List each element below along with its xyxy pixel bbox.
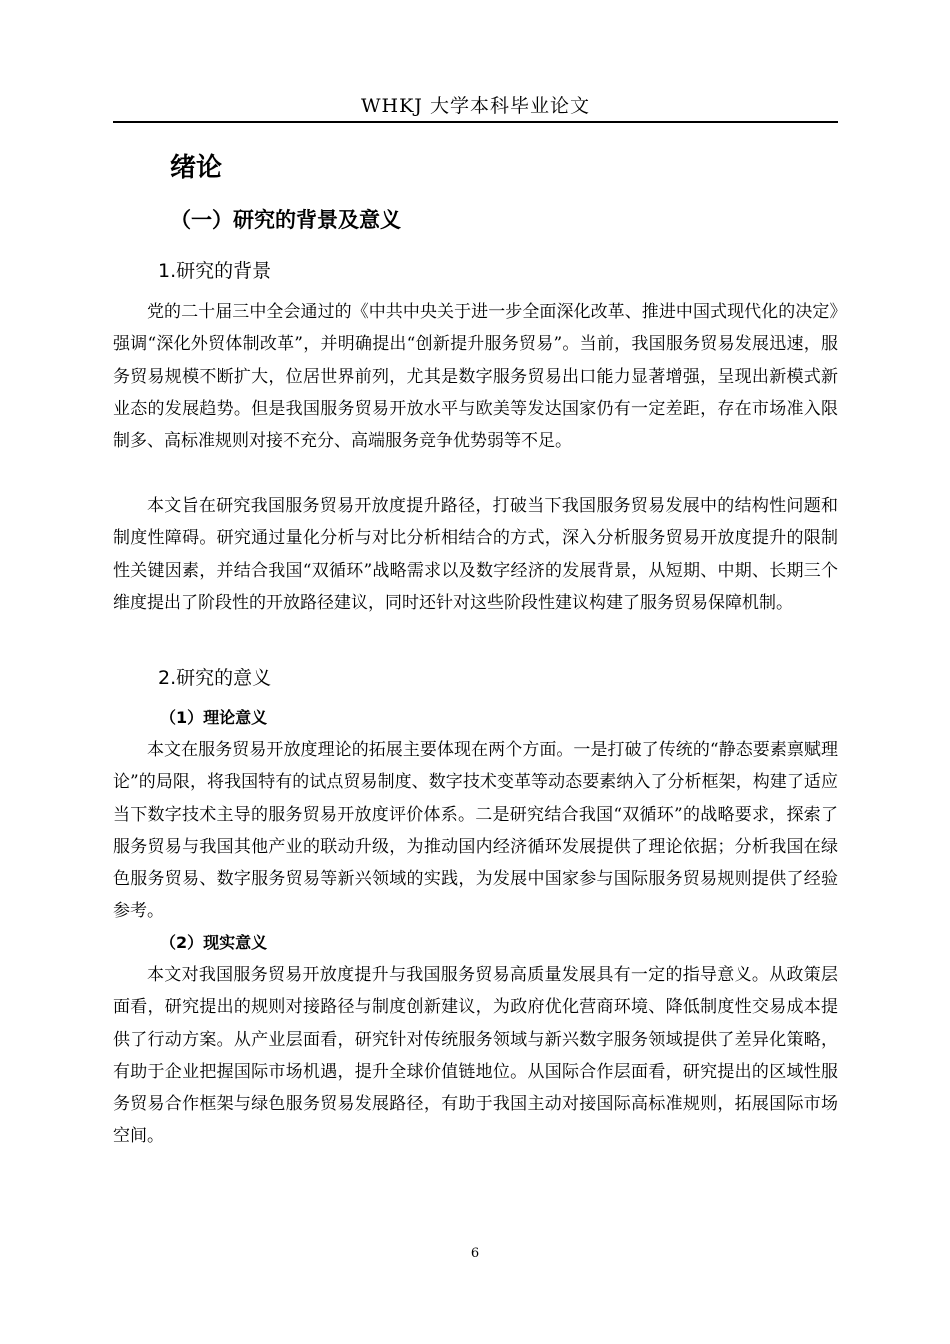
section-heading: （一）研究的背景及意义	[170, 208, 401, 232]
paragraph-background-1: 党的二十届三中全会通过的《中共中央关于进一步全面深化改革、推进中国式现代化的决定》强调“深化外贸体制改革”，并明确提出“创新提升服务贸易”。当前，我国服务贸易发展迅速，服务贸易规模不断扩大，位居世界前列，尤其是数字服务贸易出口能力显著增强，呈现出新模式新业态的发展趋势。但是我国服务贸易开放水平与欧美等发达国家仍有一定差距，存在市场准入限制多、高标准规则对接不充分、高端服务竞争优势弱等不足。	[113, 302, 838, 452]
subsection-heading-significance: 2.研究的意义	[158, 667, 272, 689]
paragraph-theory: 本文在服务贸易开放度理论的拓展主要体现在两个方面。一是打破了传统的“静态要素禀赋理论”的局限，将我国特有的试点贸易制度、数字技术变革等动态要素纳入了分析框架，构建了适应当下数字技术主导的服务贸易开放度评价体系。二是研究结合我国“双循环”的战略要求，探索了服务贸易与我国其他产业的联动升级，为推动国内经济循环发展提供了理论依据；分析我国在绿色服务贸易、数字服务贸易等新兴领域的实践，为发展中国家参与国际服务贸易规则提供了经验参考。	[113, 740, 838, 922]
header-divider	[113, 121, 838, 123]
subsection-heading-background: 1.研究的背景	[158, 260, 272, 282]
subheading-practice: （2）现实意义	[160, 933, 268, 952]
paragraph-background-2: 本文旨在研究我国服务贸易开放度提升路径，打破当下我国服务贸易发展中的结构性问题和制度性障碍。研究通过量化分析与对比分析相结合的方式，深入分析服务贸易开放度提升的限制性关键因素，并结合我国“双循环”战略需求以及数字经济的发展背景，从短期、中期、长期三个维度提出了阶段性的开放路径建议，同时还针对这些阶段性建议构建了服务贸易保障机制。	[113, 496, 838, 613]
page-number: 6	[470, 1246, 480, 1261]
subheading-theory: （1）理论意义	[160, 708, 268, 727]
paragraph-practice: 本文对我国服务贸易开放度提升与我国服务贸易高质量发展具有一定的指导意义。从政策层面看，研究提出的规则对接路径与制度创新建议，为政府优化营商环境、降低制度性交易成本提供了行动方案。从产业层面看，研究针对传统服务领域与新兴数字服务领域提供了差异化策略，有助于企业把握国际市场机遇，提升全球价值链地位。从国际合作层面看，研究提出的区域性服务贸易合作框架与绿色服务贸易发展路径，有助于我国主动对接国际高标准规则，拓展国际市场空间。	[113, 965, 838, 1147]
chapter-heading: 绪论	[170, 153, 223, 183]
page-header: WHKJ 大学本科毕业论文	[361, 95, 590, 117]
